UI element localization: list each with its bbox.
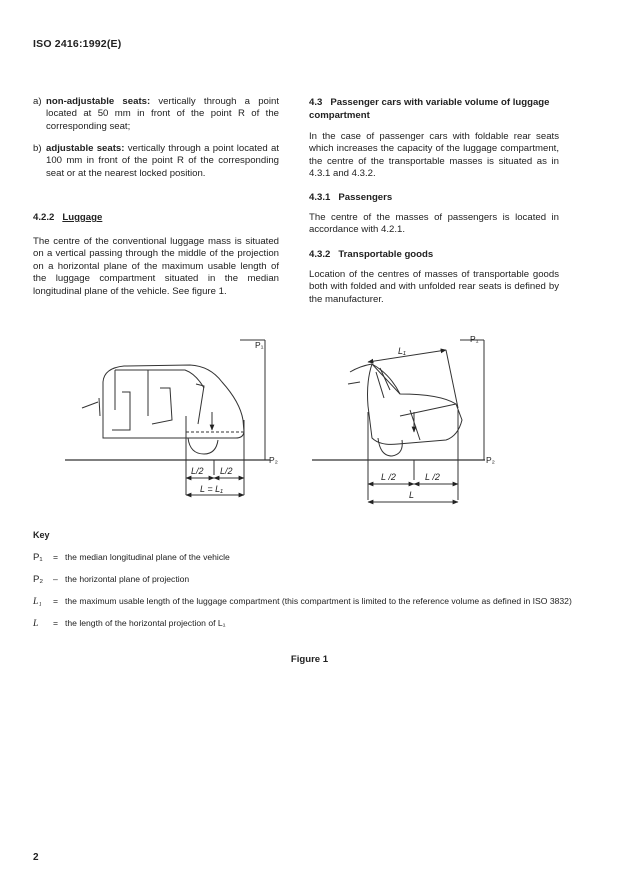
key-symbol: P₂ xyxy=(33,574,44,585)
section-4-3-heading xyxy=(309,96,559,122)
left-car-steering-line xyxy=(82,402,98,408)
right-label-half-b: L /2 xyxy=(425,472,440,482)
right-car-rear-wheel xyxy=(378,438,402,456)
figure-caption: Figure 1 xyxy=(290,654,329,665)
key-text: the length of the horizontal projection of L₁ xyxy=(65,618,226,628)
section-4-3-2-paragraph: Location of the centres of masses of transportable goods both with folded and with unfolded rear seats is defined by the manufacturer. xyxy=(309,269,559,305)
item-b-text: vertically through a point located at 100 mm in front of the point R of the corresponding seat or at the nearest locked position. xyxy=(46,143,279,179)
key-separator: = xyxy=(53,596,59,606)
right-car-roof-line xyxy=(350,364,372,372)
key-separator: – xyxy=(53,574,58,584)
section-4-2-2-heading xyxy=(33,212,102,223)
key-title: Key xyxy=(33,530,50,540)
right-car-drawing xyxy=(312,340,485,502)
luggage-paragraph: The centre of the conventional luggage mass is situated on a vertical passing through the middle of the projection on a horizontal plane of the maximum usable length of the luggage compartment situated in the median longitudinal plane of the vehicle. See figure 1. xyxy=(33,236,279,297)
figure-1-diagram xyxy=(0,320,619,520)
key-entry xyxy=(33,596,573,607)
section-4-3-1-paragraph: The centre of the masses of passengers is located in accordance with 4.2.1. xyxy=(309,212,559,236)
key-symbol: L₁ xyxy=(33,596,42,607)
section-4-3-number: 4.3 xyxy=(309,97,323,108)
left-car-drawing xyxy=(65,340,270,495)
item-b-term: adjustable seats: xyxy=(46,143,125,154)
item-b xyxy=(33,143,279,180)
key-symbol: P₁ xyxy=(33,552,43,563)
item-a-label: a) xyxy=(33,96,42,107)
left-car-body xyxy=(103,365,244,438)
section-4-3-1-number: 4.3.1 xyxy=(309,192,331,203)
key-list xyxy=(33,552,573,629)
right-label-total: L xyxy=(409,490,415,500)
left-label-total: L = L₁ xyxy=(200,484,223,494)
key-entry xyxy=(33,618,573,629)
item-b-label: b) xyxy=(33,143,42,154)
right-label-l1: L₁ xyxy=(398,346,406,356)
right-car-front-mark xyxy=(348,382,360,384)
section-4-2-2-title: Luggage xyxy=(62,212,103,223)
section-4-3-2-number: 4.3.2 xyxy=(309,249,331,260)
key-entry xyxy=(33,552,573,563)
left-car-steering-column xyxy=(99,398,100,416)
right-car-side-line xyxy=(400,404,456,416)
document-header: ISO 2416:1992(E) xyxy=(33,38,122,50)
page-number: 2 xyxy=(33,852,39,863)
right-label-p2: P₂ xyxy=(486,455,495,465)
right-label-half-a: L /2 xyxy=(381,472,396,482)
left-car-windows xyxy=(115,370,204,416)
right-car-body xyxy=(368,364,463,444)
right-l1-dim xyxy=(368,350,446,362)
key-separator: = xyxy=(53,552,59,562)
item-a-term: non-adjustable seats: xyxy=(46,96,151,107)
key-text: the horizontal plane of projection xyxy=(65,574,190,584)
left-car-rear-seat xyxy=(152,388,172,424)
section-4-2-2-number: 4.2.2 xyxy=(33,212,55,223)
left-label-p2: P₂ xyxy=(269,455,278,465)
section-4-3-1-heading xyxy=(309,192,392,203)
item-a-text: vertically through a point located at 50 mm in front of the point R of the corresponding seat; xyxy=(46,96,280,132)
right-label-p1: P₁ xyxy=(470,334,479,344)
key-symbol: L xyxy=(33,618,39,629)
section-4-3-2-heading xyxy=(309,249,433,260)
left-label-half-b: L/2 xyxy=(220,466,233,476)
right-car-inner-line xyxy=(410,410,420,440)
left-car-rear-wheel xyxy=(188,438,218,454)
right-l1-end-line xyxy=(446,350,458,408)
key-entry xyxy=(33,574,573,585)
left-car-back-frame xyxy=(196,384,204,424)
section-4-3-1-title: Passengers xyxy=(338,192,393,203)
right-car-seat-lines xyxy=(376,368,390,398)
section-4-3-2-title: Transportable goods xyxy=(338,249,434,260)
item-a xyxy=(33,96,279,133)
section-4-3-title: Passenger cars with variable volume of luggage compartment xyxy=(309,97,550,121)
key-text: the median longitudinal plane of the vehicle xyxy=(65,552,230,562)
key-separator: = xyxy=(53,618,59,628)
key-text: the maximum usable length of the luggage compartment (this compartment is limited to the reference volume as defined in ISO 3832) xyxy=(65,596,572,606)
left-label-p1: P₁ xyxy=(255,340,264,350)
section-4-3-paragraph: In the case of passenger cars with foldable rear seats which increases the capacity of the luggage compartment, the centre of the transportable masses is situated as in 4.3.1 and 4.3.2. xyxy=(309,131,559,180)
left-label-half-a: L/2 xyxy=(191,466,204,476)
